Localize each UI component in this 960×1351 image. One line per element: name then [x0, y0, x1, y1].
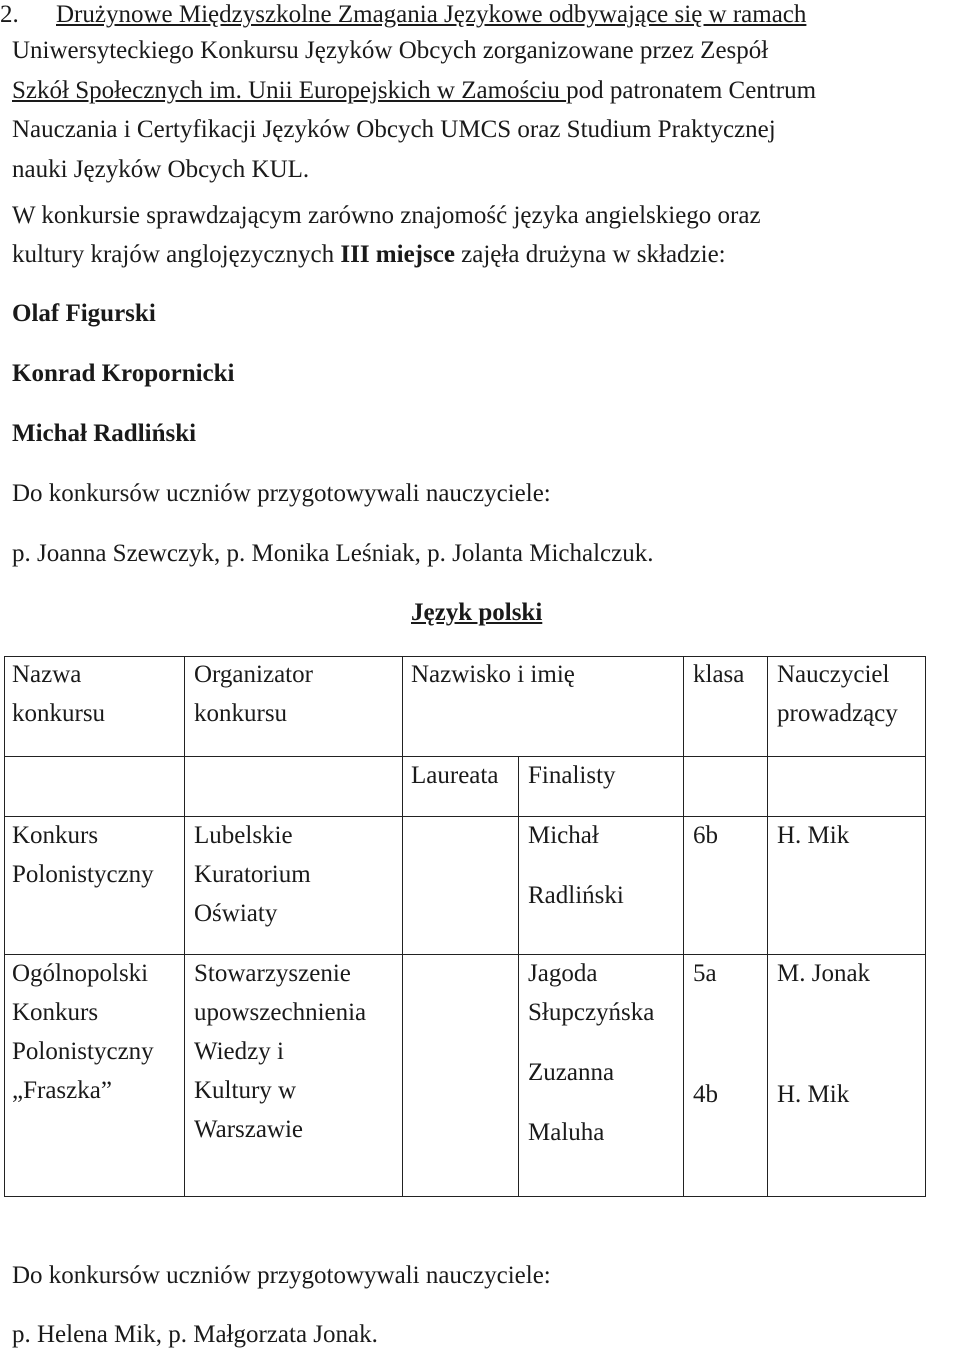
header-laureata: Laureata [411, 762, 499, 789]
row2-nauczyciel: M. Jonak [777, 960, 871, 987]
row1-organizator: Oświaty [194, 900, 278, 927]
row1-klasa: 6b [693, 822, 718, 849]
section-link[interactable]: Drużynowe Międzyszkolne Zmagania Językowe odbywające się w ramach [56, 1, 807, 28]
section-line-3-linked[interactable]: Szkół Społecznych im. Unii Europejskich w Zamościu [12, 77, 567, 104]
contest-line-2-a: kultury krajów anglojęzycznych [12, 241, 341, 268]
member-name: Michał Radliński [12, 420, 197, 447]
row2-finalisty: Słupczyńska [528, 999, 655, 1026]
row2-finalisty: Jagoda [528, 960, 598, 987]
row2-nauczyciel: H. Mik [777, 1081, 850, 1108]
table-title: Język polski [411, 599, 543, 626]
header-klasa: klasa [693, 661, 745, 688]
member-name: Olaf Figurski [12, 300, 156, 327]
row1-nauczyciel: H. Mik [777, 822, 850, 849]
row1-nazwa: Polonistyczny [12, 861, 154, 888]
section-line-3 [12, 76, 816, 106]
section-line-2: Uniwersyteckiego Konkursu Języków Obcych zorganizowane przez Zespół [12, 37, 769, 64]
row2-organizator: upowszechnienia [194, 999, 367, 1026]
row1-finalisty: Michał [528, 822, 599, 849]
member-name: Konrad Kropornicki [12, 360, 235, 387]
footer-teachers: p. Helena Mik, p. Małgorzata Jonak. [12, 1321, 378, 1348]
row2-nazwa: „Fraszka” [12, 1077, 112, 1104]
row2-organizator: Stowarzyszenie [194, 960, 351, 987]
row1-organizator: Kuratorium [194, 861, 311, 888]
contest-teachers: p. Joanna Szewczyk, p. Monika Leśniak, p. Jolanta Michalczuk. [12, 540, 654, 567]
row2-nazwa: Konkurs [12, 999, 99, 1026]
row2-finalisty: Zuzanna [528, 1059, 615, 1086]
section-line-4: Nauczania i Certyfikacji Języków Obcych UMCS oraz Studium Praktycznej [12, 116, 776, 143]
section-number: 2. [0, 1, 19, 28]
contest-line-2-c: zajęła drużyna w składzie: [454, 241, 726, 268]
section-line-3-plain: pod patronatem Centrum [566, 77, 817, 104]
row1-nazwa: Konkurs [12, 822, 99, 849]
section-line-5: nauki Języków Obcych KUL. [12, 156, 310, 183]
row2-klasa: 4b [693, 1081, 718, 1108]
row2-finalisty: Maluha [528, 1119, 605, 1146]
contest-line-2 [12, 240, 726, 270]
footer-prep-label: Do konkursów uczniów przygotowywali nauczyciele: [12, 1262, 551, 1289]
row1-organizator: Lubelskie [194, 822, 293, 849]
header-finalisty: Finalisty [528, 762, 616, 789]
row2-nazwa: Ogólnopolski [12, 960, 149, 987]
contest-place: III miejsce [340, 241, 455, 268]
row2-nazwa: Polonistyczny [12, 1038, 154, 1065]
row2-klasa: 5a [693, 960, 717, 987]
header-nazwisko: Nazwisko i imię [411, 661, 575, 688]
row2-organizator: Warszawie [194, 1116, 304, 1143]
contest-line-1: W konkursie sprawdzającym zarówno znajomość języka angielskiego oraz [12, 202, 761, 229]
row2-organizator: Wiedzy i [194, 1038, 284, 1065]
contest-prep-label: Do konkursów uczniów przygotowywali nauczyciele: [12, 480, 551, 507]
row2-organizator: Kultury w [194, 1077, 297, 1104]
row1-finalisty: Radliński [528, 882, 624, 909]
